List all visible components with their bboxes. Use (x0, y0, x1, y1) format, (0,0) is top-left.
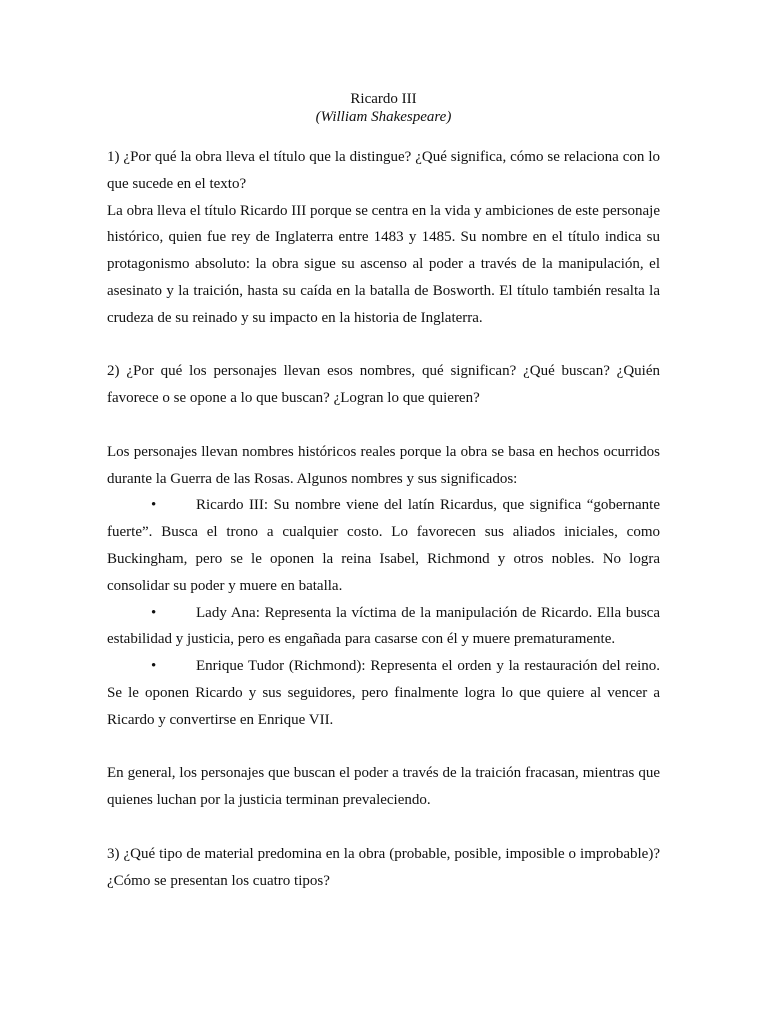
paragraph-spacer (107, 734, 660, 761)
answer-2-intro: Los personajes llevan nombres históricos reales porque la obra se basa en hechos ocurridos durante la Guerra de las Rosas. Algunos nombres y sus significados: (107, 443, 660, 487)
bullet-item-lady-ana (107, 600, 660, 654)
bullet-marker: • (151, 658, 157, 675)
document-author: (William Shakespeare) (315, 109, 452, 125)
title-block (107, 90, 660, 126)
paragraph-spacer (107, 412, 660, 439)
bullet-text: Enrique Tudor (Richmond): Representa el orden y la restauración del reino. Se le oponen Ricardo y sus seguidores, pero finalmente logra lo que quiere al vencer a Ricardo y convertirse en Enrique VII. (107, 658, 660, 728)
question-2: 2) ¿Por qué los personajes llevan esos nombres, qué significan? ¿Qué buscan? ¿Quién favorece o se opone a lo que buscan? ¿Logran lo que quieren? (107, 363, 660, 407)
paragraph-spacer (107, 332, 660, 359)
paragraph-spacer (107, 814, 660, 841)
bullet-marker: • (151, 497, 157, 514)
bullet-text: Ricardo III: Su nombre viene del latín Ricardus, que significa “gobernante fuerte”. Busca el trono a cualquier costo. Lo favorecen sus aliados iniciales, como Buckingham, pero se le oponen la reina Isabel, Richmond y otros nobles. No logra consolidar su poder y muere en batalla. (107, 497, 660, 594)
document-title: Ricardo III (350, 91, 417, 107)
bullet-marker: • (151, 604, 157, 621)
question-3: 3) ¿Qué tipo de material predomina en la obra (probable, posible, imposible o improbable)? ¿Cómo se presentan los cuatro tipos? (107, 845, 660, 889)
question-1: 1) ¿Por qué la obra lleva el título que la distingue? ¿Qué significa, cómo se relaciona con lo que sucede en el texto? (107, 149, 660, 192)
bullet-text: Lady Ana: Representa la víctima de la manipulación de Ricardo. Ella busca estabilidad y justicia, pero es engañada para casarse con él y muere prematuramente. (107, 604, 660, 648)
bullet-item-ricardo (107, 492, 660, 599)
document-page (107, 90, 660, 894)
answer-1: La obra lleva el título Ricardo III porque se centra en la vida y ambiciones de este personaje histórico, quien fue rey de Inglaterra entre 1483 y 1485. Su nombre en el título indica su protagonismo absoluto: la obra sigue su ascenso al poder a través de la manipulación, el asesinato y la traición, hasta su caída en la batalla de Bosworth. El título también resalta la crudeza de su reinado y su impacto en la historia de Inglaterra. (107, 202, 660, 326)
bullet-item-enrique (107, 653, 660, 733)
answer-2-conclusion: En general, los personajes que buscan el poder a través de la traición fracasan, mientras que quienes luchan por la justicia terminan prevaleciendo. (107, 765, 660, 809)
